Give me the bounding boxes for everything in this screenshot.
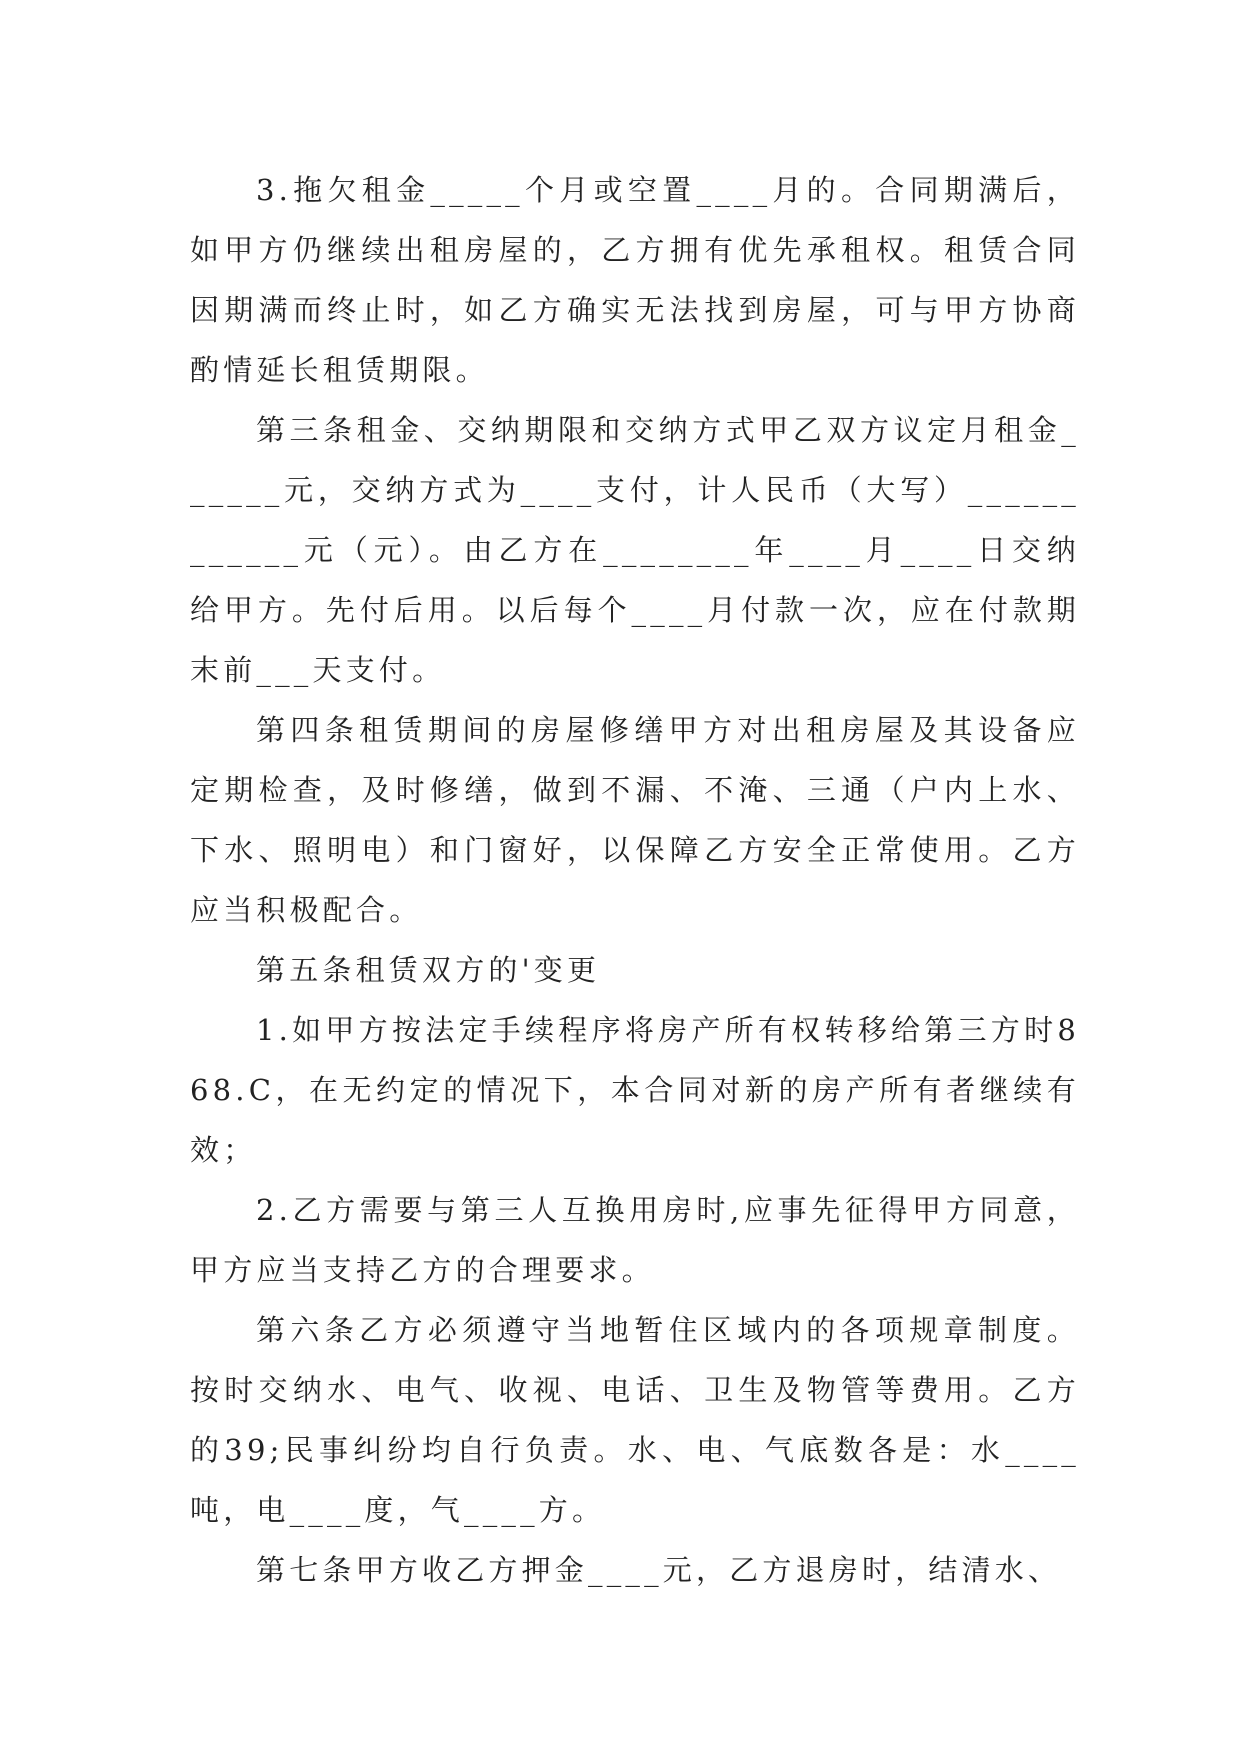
- paragraph-clause-3-rent: 第三条租金、交纳期限和交纳方式甲乙双方议定月租金______元，交纳方式为____支付，计人民币（大写）____________元（元）。由乙方在________年____月____日交纳给甲方。先付后用。以后每个____月付款一次，应在付款期末前___天支付。: [190, 413, 1080, 687]
- paragraph-clause-5-heading: 第五条租赁双方的'变更: [256, 953, 601, 987]
- paragraph-clause-5-item-1: 1.如甲方按法定手续程序将房产所有权转移给第三方时868.C，在无约定的情况下，本合同对新的房产所有者继续有效；: [190, 1013, 1080, 1167]
- paragraph-clause-5-item-2: 2.乙方需要与第三人互换用房时,应事先征得甲方同意，甲方应当支持乙方的合理要求。: [190, 1193, 1080, 1287]
- paragraph-clause-6-rules: 第六条乙方必须遵守当地暂住区域内的各项规章制度。按时交纳水、电气、收视、电话、卫生及物管等费用。乙方的39;民事纠纷均自行负责。水、电、气底数各是：水____吨，电____度，气____方。: [190, 1313, 1080, 1527]
- paragraph-clause-4-repairs: 第四条租赁期间的房屋修缮甲方对出租房屋及其设备应定期检查，及时修缮，做到不漏、不淹、三通（户内上水、下水、照明电）和门窗好，以保障乙方安全正常使用。乙方应当积极配合。: [190, 713, 1080, 927]
- paragraph-clause-2-item-3: 3.拖欠租金_____个月或空置____月的。合同期满后，如甲方仍继续出租房屋的，乙方拥有优先承租权。租赁合同因期满而终止时，如乙方确实无法找到房屋，可与甲方协商酌情延长租赁期限。: [190, 173, 1080, 387]
- paragraph-clause-7-deposit: 第七条甲方收乙方押金____元，乙方退房时，结清水、: [256, 1553, 1062, 1587]
- document-body: [190, 160, 1080, 1600]
